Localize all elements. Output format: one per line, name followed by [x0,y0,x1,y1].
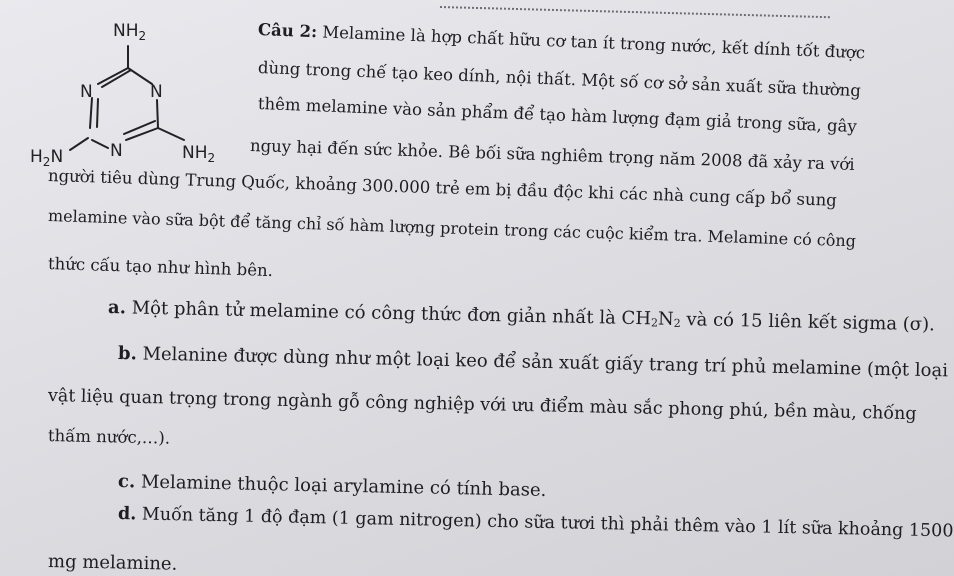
statement-c-label: c. [117,471,136,493]
intro-text-1: Melamine là hợp chất hữu cơ tan ít trong nước, kết dính tốt được [321,22,866,63]
statement-d-line-2: mg melamine. [47,551,178,575]
statement-b-line-3: thấm nước,…). [47,426,171,448]
intro-line-6: melamine vào sữa bột để tăng chỉ số hàm lượng protein trong các cuộc kiểm tra. Melamine có công [47,206,857,251]
ring-n-bottom: N [110,141,123,161]
statement-a-text: Một phân tử melamine có công thức đơn giản nhất là $CH_2N_2$ và có 15 liên kết sigma (σ). [131,297,936,336]
statement-b-label: b. [117,343,138,365]
statement-d-label: d. [117,504,137,525]
intro-line-4: nguy hại đến sức khỏe. Bê bối sữa nghiêm trọng năm 2008 đã xảy ra với [249,136,855,174]
statement-a-label: a. [107,297,127,319]
statement-b-line-2: vật liệu quan trọng trong ngành gỗ công nghiệp với ưu điểm màu sắc phong phú, bền màu, chống [47,386,917,425]
statement-c: c. Melamine thuộc loại arylamine có tính base. [117,471,547,501]
intro-line-7: thức cấu tạo như hình bên. [47,254,274,281]
intro-line-5: người tiêu dùng Trung Quốc, khoảng 300.000 trẻ em bị đầu độc khi các nhà cung cấp bổ sung [47,166,838,210]
top-nh2: $NH_2$ [113,21,147,43]
question-label: Câu 2: [257,20,318,42]
left-h2n: $H_2N$ [30,147,64,169]
right-nh2: $NH_2$ [182,143,216,165]
statement-b-line-1: b. Melanine được dùng như một loại keo để sản xuất giấy trang trí phủ melamine (một loại [117,343,949,382]
ring-n-right: N [150,82,163,102]
intro-line-3: thêm melamine vào sản phẩm để tạo hàm lượng đạm giả trong sữa, gây [257,94,858,136]
intro-line-1 [258,20,866,63]
statement-a [108,298,935,339]
statement-d-line-1: d. Muốn tăng 1 độ đạm (1 gam nitrogen) cho sữa tươi thì phải thêm vào 1 lít sữa khoảng 1500 [117,504,954,542]
ring-n-left: N [80,82,93,102]
intro-line-2: dùng trong chế tạo keo dính, nội thất. Một số cơ sở sản xuất sữa thường [257,58,862,101]
